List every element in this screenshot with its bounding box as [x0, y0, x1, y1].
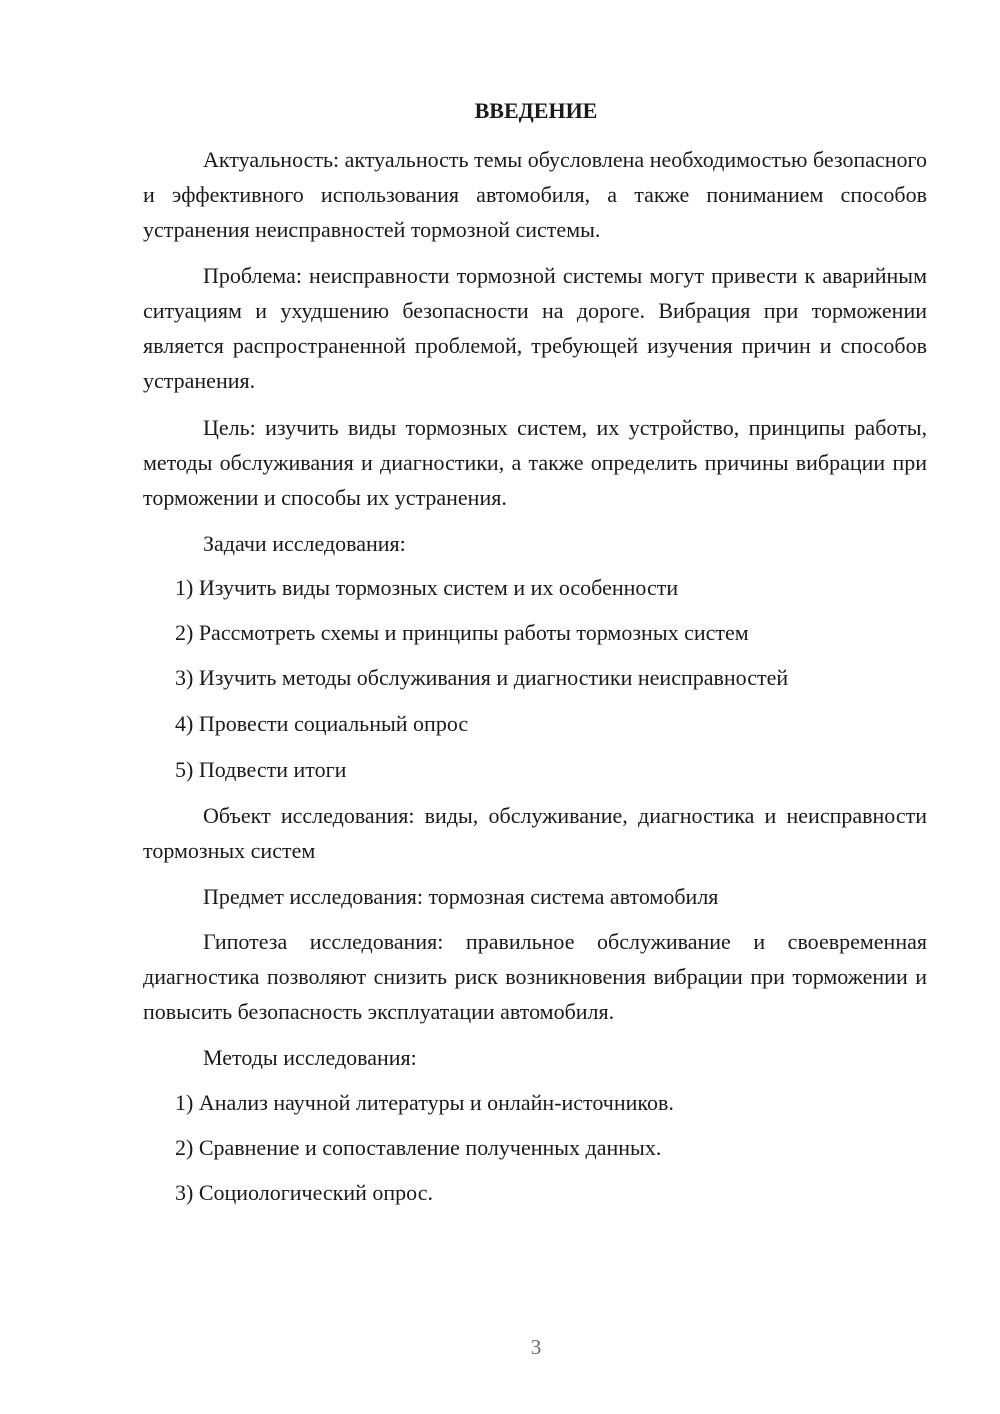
paragraph-relevance: Актуальность: актуальность темы обусловлена необходимостью безопасного и эффективного использования автомобиля, а также пониманием способов устранения неисправностей тормозной системы. [143, 147, 927, 242]
task-item-4: 4) Провести социальный опрос [175, 711, 469, 736]
paragraph-goal: Цель: изучить виды тормозных систем, их устройство, принципы работы, методы обслуживания и диагностики, а также определить причины вибрации при торможении и способы их устранения. [143, 415, 927, 510]
method-item-3: 3) Социологический опрос. [175, 1180, 433, 1205]
task-item-3: 3) Изучить методы обслуживания и диагностики неисправностей [175, 665, 789, 690]
tasks-heading: Задачи исследования: [203, 531, 406, 556]
page-title: ВВЕДЕНИЕ [474, 98, 598, 123]
methods-heading: Методы исследования: [203, 1045, 417, 1070]
paragraph-problem: Проблема: неисправности тормозной системы могут привести к аварийным ситуациям и ухудшению безопасности на дороге. Вибрация при торможении является распространенной проблемой, требующей изучения причин и способов устранения. [143, 263, 927, 393]
method-item-2: 2) Сравнение и сопоставление полученных данных. [175, 1135, 662, 1160]
paragraph-hypothesis: Гипотеза исследования: правильное обслуживание и своевременная диагностика позволяют снизить риск возникновения вибрации при торможении и повысить безопасность эксплуатации автомобиля. [143, 929, 927, 1024]
page-number: 3 [530, 1335, 542, 1359]
paragraph-object: Объект исследования: виды, обслуживание, диагностика и неисправности тормозных систем [143, 803, 927, 863]
method-item-1: 1) Анализ научной литературы и онлайн-источников. [175, 1090, 674, 1115]
task-item-1: 1) Изучить виды тормозных систем и их особенности [175, 575, 679, 600]
task-item-2: 2) Рассмотреть схемы и принципы работы тормозных систем [175, 620, 749, 645]
task-item-5: 5) Подвести итоги [175, 757, 347, 782]
paragraph-subject: Предмет исследования: тормозная система автомобиля [203, 884, 719, 909]
